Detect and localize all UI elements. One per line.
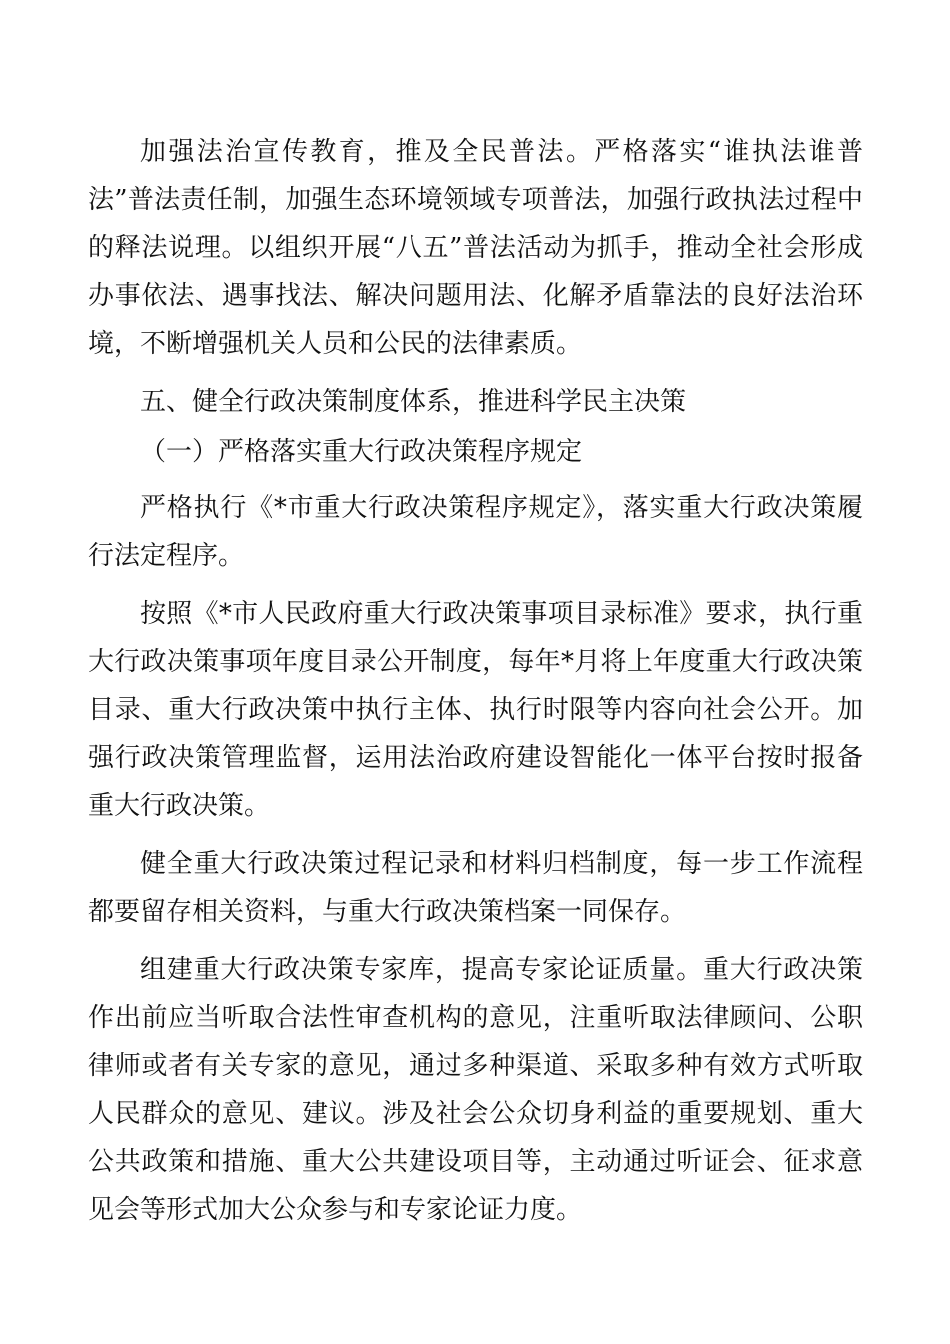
paragraph-catalog-standard: 按照《*市人民政府重大行政决策事项目录标准》要求，执行重大行政决策事项年度目录公开制度，每年*月将上年度重大行政决策目录、重大行政决策中执行主体、执行时限等内容向社会公开。加强行政决策管理监督，运用法治政府建设智能化一体平台按时报备重大行政决策。 [88,599,863,821]
paragraph-procedure-rules: 严格执行《*市重大行政决策程序规定》，落实重大行政决策履行法定程序。 [88,493,863,571]
subsection-heading-one: （一）严格落实重大行政决策程序规定 [140,437,583,467]
paragraph-record-archive: 健全重大行政决策过程记录和材料归档制度，每一步工作流程都要留存相关资料，与重大行政决策档案一同保存。 [88,849,863,927]
section-heading-five: 五、健全行政决策制度体系，推进科学民主决策 [140,387,687,417]
paragraph-expert-library: 组建重大行政决策专家库，提高专家论证质量。重大行政决策作出前应当听取合法性审查机构的意见，注重听取法律顾问、公职律师或者有关专家的意见，通过多种渠道、采取多种有效方式听取人民群众的意见、建议。涉及社会公众切身利益的重要规划、重大公共政策和措施、重大公共建设项目等，主动通过听证会、征求意见会等形式加大公众参与和专家论证力度。 [88,955,863,1225]
document-body [88,128,863,1244]
paragraph-legal-education: 加强法治宣传教育，推及全民普法。严格落实“谁执法谁普法”普法责任制，加强生态环境领域专项普法，加强行政执法过程中的释法说理。以组织开展“八五”普法活动为抓手，推动全社会形成办事依法、遇事找法、解决问题用法、化解矛盾靠法的良好法治环境，不断增强机关人员和公民的法律素质。 [88,137,863,359]
